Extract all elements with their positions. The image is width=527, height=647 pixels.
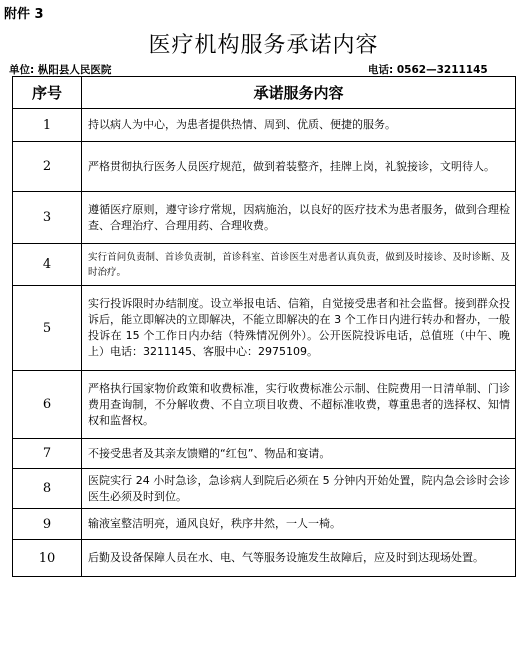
row-text: 严格执行国家物价政策和收费标准，实行收费标准公示制、住院费用一日清单制、门诊费用查询制，不分解收费、不自立项目收费、不超标准收费，尊重患者的选择权、知情权和监督权。 xyxy=(82,371,516,439)
row-number: 2 xyxy=(13,142,82,192)
row-text: 不接受患者及其亲友馈赠的“红包”、物品和宴请。 xyxy=(82,439,516,469)
row-text: 医院实行 24 小时急诊，急诊病人到院后必须在 5 分钟内开始处置，院内急会诊时会诊医生必须及时到位。 xyxy=(82,469,516,509)
row-text: 实行投诉限时办结制度。设立举报电话、信箱，自觉接受患者和社会监督。接到群众投诉后，能立即解决的立即解决，不能立即解决的在 3 个工作日内进行转办和督办，一般投诉在 15 个工作日内办结（特殊情况例外）。公开医院投诉电话，总值班（中午、晚上）电话：3211145、客服中心：2975109。 xyxy=(82,286,516,371)
row-text: 实行首问负责制、首诊负责制，首诊科室、首诊医生对患者认真负责，做到及时接诊、及时诊断、及时治疗。 xyxy=(82,244,516,286)
row-number: 7 xyxy=(13,439,82,469)
table-row xyxy=(13,371,516,439)
row-number: 6 xyxy=(13,371,82,439)
row-text: 输液室整洁明亮，通风良好，秩序井然，一人一椅。 xyxy=(82,509,516,540)
row-number: 3 xyxy=(13,192,82,244)
row-text: 严格贯彻执行医务人员医疗规范，做到着装整齐，挂牌上岗，礼貌接诊，文明待人。 xyxy=(82,142,516,192)
phone-label: 电话: 0562—3211145 xyxy=(368,64,488,76)
attachment-label: 附件 3 xyxy=(4,7,44,22)
row-number: 1 xyxy=(13,109,82,142)
header-content: 承诺服务内容 xyxy=(82,77,516,109)
row-text: 遵循医疗原则，遵守诊疗常规，因病施治，以良好的医疗技术为患者服务，做到合理检查、合理治疗、合理用药、合理收费。 xyxy=(82,192,516,244)
table-row xyxy=(13,142,516,192)
table-row xyxy=(13,439,516,469)
table-row xyxy=(13,192,516,244)
row-number: 5 xyxy=(13,286,82,371)
table-row xyxy=(13,509,516,540)
row-number: 10 xyxy=(13,540,82,577)
row-text: 持以病人为中心，为患者提供热情、周到、优质、便捷的服务。 xyxy=(82,109,516,142)
row-number: 8 xyxy=(13,469,82,509)
row-number: 9 xyxy=(13,509,82,540)
table-row xyxy=(13,540,516,577)
unit-label: 单位: 枞阳县人民医院 xyxy=(9,64,112,76)
table-row xyxy=(13,469,516,509)
table-header-row xyxy=(13,77,516,109)
page-title: 医疗机构服务承诺内容 xyxy=(148,33,379,58)
commitment-table xyxy=(12,76,516,577)
row-number: 4 xyxy=(13,244,82,286)
table-row xyxy=(13,286,516,371)
table-row xyxy=(13,244,516,286)
table-row xyxy=(13,109,516,142)
row-text: 后勤及设备保障人员在水、电、气等服务设施发生故障后，应及时到达现场处置。 xyxy=(82,540,516,577)
header-number: 序号 xyxy=(13,77,82,109)
